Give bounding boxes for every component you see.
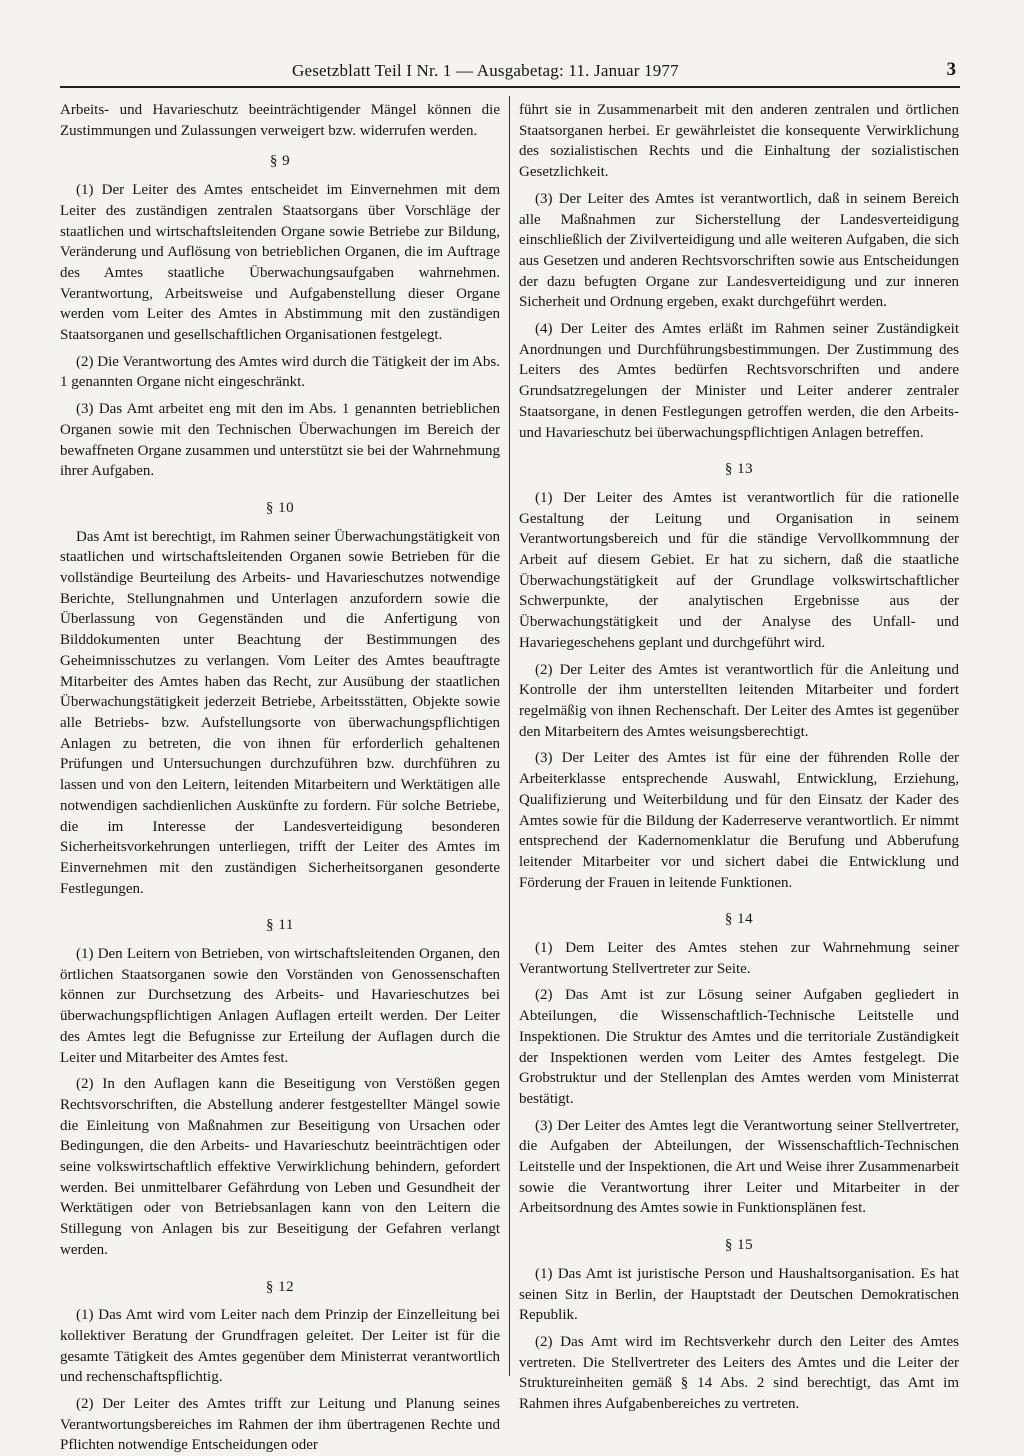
paragraph-continued: führt sie in Zusammenarbeit mit den anderen zentralen und örtlichen Staatsorganen herbei. Er gewährleistet die konsequente Verwirklichung des sozialistischen Rechts und die Einhaltung der sozialistischen Gesetzlichkeit. bbox=[519, 102, 959, 181]
section-11-paragraph-2: (2) In den Auflagen kann die Beseitigung von Verstößen gegen Rechtsvorschriften, die Abstellung anderer festgestellter Mängel sowie die Einleitung von Maßnahmen zur Beseitigung von Ursachen oder Bedingungen, die den Arbeits- und Havarieschutz beeinträchtigen oder seine volkswirtschaftlich effektive Verwirklichung behindern, gefordert werden. Bei unmittelbarer Gefährdung von Leben und Gesundheit der Werktätigen oder von Betriebsanlagen kann von den Leitern die Stillegung von Anlagen bis zur Beseitigung der Gefahren verlangt werden. bbox=[60, 1076, 500, 1258]
left-column bbox=[60, 100, 500, 1454]
section-14-paragraph-1: (1) Dem Leiter des Amtes stehen zur Wahrnehmung seiner Verantwortung Stellvertreter zur Seite. bbox=[519, 940, 959, 977]
section-9-paragraph-2: (2) Die Verantwortung des Amtes wird durch die Tätigkeit der im Abs. 1 genannten Organe nicht eingeschränkt. bbox=[60, 353, 500, 391]
section-heading-10: § 10 bbox=[265, 499, 295, 516]
section-14-paragraph-3: (3) Der Leiter des Amtes legt die Verantwortung seiner Stellvertreter, die Aufgaben der Abteilungen, der Wissenschaftlich-Technischen Leitstelle und der Inspektionen, die Art und Weise ihrer Zusammenarbeit sowie die Verantwortung ihrer Leiter und Mitarbeiter in der Arbeitsordnung des Amtes sowie in Funktionsplänen fest. bbox=[519, 1117, 959, 1217]
section-14-paragraph-2: (2) Das Amt ist zur Lösung seiner Aufgaben gegliedert in Abteilungen, die Wissenschaftlich-Technische Leitstelle und Inspektionen. Die Struktur des Amtes und die territoriale Zuständigkeit der Inspektionen werden vom Leiter des Amtes festgelegt. Die Grobstruktur und der Stellenplan des Amtes werden vom Ministerrat bestätigt. bbox=[519, 987, 959, 1107]
section-15-paragraph-1: (1) Das Amt ist juristische Person und Haushaltsorganisation. Es hat seinen Sitz in Berlin, der Hauptstadt der Deutschen Demokratischen Republik. bbox=[519, 1265, 959, 1324]
section-12-paragraph-1: (1) Das Amt wird vom Leiter nach dem Prinzip der Einzelleitung bei kollektiver Beratung der Grundfragen geleitet. Der Leiter ist für die gesamte Tätigkeit des Amtes gegenüber dem Ministerrat verantwortlich und rechenschaftspflichtig. bbox=[60, 1307, 500, 1386]
section-9-paragraph-1: (1) Der Leiter des Amtes entscheidet im Einvernehmen mit dem Leiter des zuständigen zentralen Staatsorgans über Vorschläge der staatlichen und wirtschaftsleitenden Organe sowie Betriebe zur Bildung, Veränderung und Auflösung von betrieblichen Organen, die im Auftrage des Amtes staatliche Überwachungsaufgaben wahrnehmen. Verantwortung, Arbeitsweise und Aufgabenstellung dieser Organe werden vom Leiter des Amtes in Abstimmung mit den zuständigen Staatsorganen und gesellschaftlichen Organisationen festgelegt. bbox=[60, 182, 500, 344]
section-13-paragraph-1: (1) Der Leiter des Amtes ist verantwortlich für die rationelle Gestaltung der Leitung und Organisation in seinem Verantwortungsbereich und für die ständige Vervollkommnung der Arbeit auf diesem Gebiet. Er hat zu sichern, daß die staatliche Überwachungstätigkeit auf der Grundlage volkswirtschaftlicher Schwerpunkte, der analytischen Ergebnisse aus der Überwachungstätigkeit und der Analyse des Unfall- und Havariegeschehens geplant und durchgeführt wird. bbox=[519, 489, 959, 651]
section-12-paragraph-4: (4) Der Leiter des Amtes erläßt im Rahmen seiner Zuständigkeit Anordnungen und Durchführungsbestimmungen. Der Zustimmung des Leiters des Amtes bedürfen Rechtsvorschriften und andere Grundsatzregelungen der Minister und Leiter anderer zentraler Staatsorgane, in denen Festlegungen getroffen werden, die den Arbeits- und Havarieschutz bei überwachungspflichtigen Anlagen betreffen. bbox=[519, 321, 959, 441]
paragraph-continued: Arbeits- und Havarieschutz beeinträchtigender Mängel können die Zustimmungen und Zulassungen verweigert bzw. widerrufen werden. bbox=[60, 102, 500, 139]
section-15-paragraph-2: (2) Das Amt wird im Rechtsverkehr durch den Leiter des Amtes vertreten. Die Stellvertreter des Leiters des Amtes und die Leiter der Struktureinheiten gemäß § 14 Abs. 2 sind berechtigt, das Amt im Rahmen ihres Aufgabenbereiches zu vertreten. bbox=[519, 1333, 959, 1413]
column-divider bbox=[509, 96, 510, 1376]
section-13-paragraph-3: (3) Der Leiter des Amtes ist für eine der führenden Rolle der Arbeiterklasse entsprechende Auswahl, Entwicklung, Erziehung, Qualifizierung und Weiterbildung und für den Einsatz der Kader des Amtes sowie für die Bildung der Kaderreserve verantwortlich. Er nimmt entsprechend der Kadernomenklatur die Berufung und Abberufung leitender Mitarbeiter vor und sichert dabei die Entwicklung und Förderung der Frauen in leitende Funktionen. bbox=[519, 750, 959, 891]
section-13-paragraph-2: (2) Der Leiter des Amtes ist verantwortlich für die Anleitung und Kontrolle der ihm unterstellten leitenden Mitarbeiter und fordert regelmäßig von ihnen Rechenschaft. Der Leiter des Amtes ist gegenüber den Mitarbeitern des Amtes weisungsberechtigt. bbox=[519, 661, 959, 740]
section-heading-9: § 9 bbox=[269, 153, 291, 170]
section-heading-13: § 13 bbox=[724, 461, 754, 478]
section-heading-15: § 15 bbox=[724, 1237, 754, 1254]
section-heading-11: § 11 bbox=[266, 917, 294, 934]
section-9-paragraph-3: (3) Das Amt arbeitet eng mit den im Abs. 1 genannten betrieblichen Organen sowie mit den Technischen Überwachungen im Bereich der bewaffneten Organe zusammen und unterstützt sie bei der Wahrnehmung ihrer Aufgaben. bbox=[60, 401, 500, 480]
header-title: Gesetzblatt Teil I Nr. 1 — Ausgabetag: 11. Januar 1977 bbox=[292, 61, 679, 80]
page-header bbox=[60, 58, 960, 88]
section-heading-14: § 14 bbox=[724, 911, 754, 928]
page-number: 3 bbox=[946, 59, 956, 80]
section-heading-12: § 12 bbox=[265, 1278, 295, 1295]
right-column bbox=[519, 100, 959, 1413]
section-10-paragraph-1: Das Amt ist berechtigt, im Rahmen seiner Überwachungstätigkeit von staatlichen und wirtschaftsleitenden Organen sowie Betrieben für die vollständige Beurteilung des Arbeits- und Havarieschutzes notwendige Berichte, Stellungnahmen und Unterlagen anzufordern sowie die Überlassung von Gegenständen und die Anfertigung von Bilddokumenten unter Beachtung der Bestimmungen des Geheimnisschutzes zu verlangen. Vom Leiter des Amtes beauftragte Mitarbeiter des Amtes haben das Recht, zur Ausübung der staatlichen Überwachungstätigkeit jederzeit Betriebe, Arbeitsstätten, Objekte sowie alle Betriebs- bzw. Aufstellungsorte von überwachungspflichtigen Anlagen zu betreten, die von ihnen für erforderlich gehaltenen Prüfungen und Untersuchungen durchzuführen bzw. durchführen zu lassen und von den Leitern, leitenden Mitarbeitern und Werktätigen alle notwendigen sachdienlichen Auskünfte zu fordern. Für solche Betriebe, die im Interesse der Landesverteidigung besonderen Sicherheitsvorkehrungen unterliegen, trifft der Leiter des Amtes im Einvernehmen mit den zuständigen Sicherheitsorganen gesonderte Festlegungen. bbox=[60, 528, 500, 897]
section-11-paragraph-1: (1) Den Leitern von Betrieben, von wirtschaftsleitenden Organen, den örtlichen Staatsorganen sowie den Vorständen von Genossenschaften können zur Durchsetzung des Arbeits- und Havarieschutzes bei überwachungspflichtigen Anlagen Auflagen erteilt werden. Der Leiter des Amtes legt die Befugnisse zur Erteilung der Auflagen durch die Leiter und Mitarbeiter des Amtes fest. bbox=[60, 946, 500, 1066]
section-12-paragraph-2: (2) Der Leiter des Amtes trifft zur Leitung und Planung seines Verantwortungsbereiches im Rahmen der ihm übertragenen Rechte und Pflichten notwendige Entscheidungen oder bbox=[60, 1396, 500, 1454]
section-12-paragraph-3: (3) Der Leiter des Amtes ist verantwortlich, daß in seinem Bereich alle Maßnahmen zur Sicherstellung der Landesverteidigung einschließlich der Zivilverteidigung und alle weiteren Aufgaben, die sich aus Gesetzen und anderen Rechtsvorschriften sowie aus Entscheidungen der dazu befugten Organe zur Landesverteidigung und zur inneren Sicherheit und Ordnung ergeben, exakt durchgeführt werden. bbox=[519, 190, 959, 311]
